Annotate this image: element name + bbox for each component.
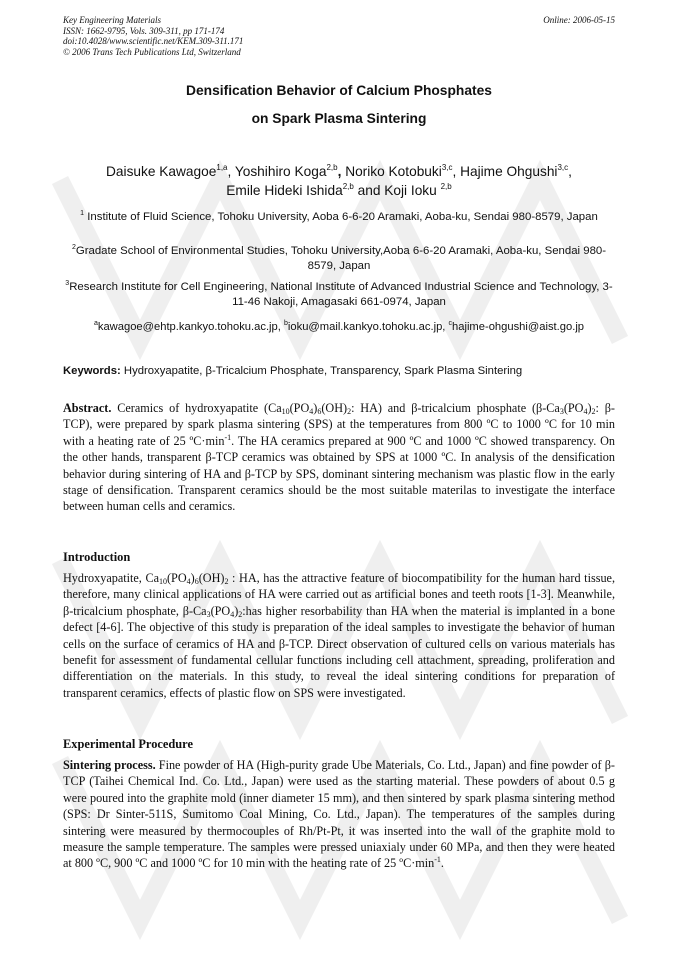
email-address: hajime-ohgushi@aist.go.jp: [452, 321, 585, 333]
experimental-text: Fine powder of HA (High-purity grade Ube Materials, Co. Ltd., Japan) and fine powder of β-TCP (Taihei Chemical Ind. Co. Ltd., Japan) were used as the starting material. These powders of about 0.5 g were poured into the graphite mold (inner diameter 15 mm), and then sintered by spark plasma sintering method (SPS: Dr Sinter-511S, Sumitomo Coal Mining, Co. Ltd., Japan). The temperatures of the samples during sintering were measured by thermocouples of Rh/Pt-Pt, it was inserted into the wall of the graphite mold to measure the sample temperature. The samples were pressed uniaxialy under 60 MPa, and then they were heated at 800 ºC, 900 ºC and 1000 ºC for 10 min with the heating rate of 25 $ºC\cdot\min^{-1}$.: [63, 758, 615, 871]
author-affiliation-mark: 3,c: [557, 163, 569, 172]
affiliation-text: Institute of Fluid Science, Tohoku University, Aoba 6-6-20 Aramaki, Aoba-ku, Sendai 980-8579, Japan: [87, 211, 598, 223]
keywords-text: Hydroxyapatite, β-Tricalcium Phosphate, Transparency, Spark Plasma Sintering: [123, 365, 523, 377]
online-date: Online: 2006-05-15: [543, 15, 615, 25]
introduction-text: Hydroxyapatite, $Ca_{10}(PO_4)_6(OH)_2$ : HA, has the attractive feature of biocompatibility for the human hard tissue, therefore, many clinical applications of HA were carried out as artificial bones and teeth roots [1-3]. Meanwhile, β-tricalcium phosphate, $\beta-Ca_3(PO_4)_2:has$ higher resorbability than HA when the material is implanted in a bone defect [4-6]. The objective of this study is preparation of the ideal samples to investigate the behavior of human cells on the surface of ceramics of HA and β-TCP. Direct observation of cultured cells on various materials has benefit for assessment of fundamental cellular functions including cell attachment, spreading, proliferation and differentiation on the materials. In this study, to reveal the ideal sintering conditions for preparation of transparent ceramics, effects of plastic flow on SPS were investigated.: [63, 571, 615, 700]
email-mark: a: [93, 320, 98, 327]
affiliation-mark: 2: [71, 244, 76, 251]
author-name: Yoshihiro Koga: [234, 164, 327, 179]
author-affiliation-mark: 3,c: [441, 163, 453, 172]
paper-title-line-2: on Spark Plasma Sintering: [251, 111, 427, 126]
author-name: Hajime Ohgushi: [460, 164, 558, 179]
affiliation: [60, 210, 618, 225]
journal-header: [63, 15, 243, 57]
journal-name: Key Engineering Materials: [63, 15, 161, 25]
experimental-section: [63, 757, 615, 872]
affiliation-mark: 1: [80, 210, 85, 217]
author-affiliation-mark: 2,b: [342, 182, 354, 191]
email-mark: b: [284, 320, 288, 327]
author-affiliation-mark: 2,b: [326, 163, 338, 172]
affiliation-text: Gradate School of Environmental Studies, Tohoku University,Aoba 6-6-20 Aramaki, Aoba-ku, Sendai 980-8579, Japan: [75, 245, 607, 272]
keywords-label: Keywords:: [63, 365, 121, 377]
section-heading-experimental: Experimental Procedure: [63, 737, 193, 751]
journal-doi: doi:10.4028/www.scientific.net/KEM.309-311.171: [63, 36, 244, 46]
email-list: $^a$kawagoe@ehtp.kankyo.tohoku.ac.jp, $^b$ioku@mail.kankyo.tohoku.ac.jp, $^c$hajime-ohgushi@aist.go.jp: [93, 320, 585, 333]
journal-copyright: © 2006 Trans Tech Publications Ltd, Switzerland: [63, 46, 241, 57]
author-name: Noriko Kotobuki: [345, 164, 442, 179]
author-list: Daisuke Kawagoe$^{1,a}$, Yoshihiro Koga$^{2,b}$, Noriko Kotobuki$^{3,c}$, Hajime Ohgushi$^{3,c}$, Emile Hideki Ishida$^{2,b}$ and Koji Ioku $^{2,b}$: [106, 163, 572, 198]
paper-title-line-1: Densification Behavior of Calcium Phosphates: [186, 83, 492, 98]
email-mark: c: [448, 320, 453, 327]
affiliation: [60, 280, 618, 310]
author-name: Daisuke Kawagoe: [106, 164, 217, 179]
keywords: [63, 364, 623, 378]
email-address: ioku@mail.kankyo.tohoku.ac.jp: [287, 321, 443, 333]
affiliation: [60, 244, 618, 274]
section-heading-introduction: Introduction: [63, 550, 131, 564]
journal-issn: ISSN: 1662-9795, Vols. 309-311, pp 171-174: [63, 25, 225, 36]
abstract: [63, 400, 615, 515]
author-name: Koji Ioku: [384, 183, 437, 198]
affiliation-text: Research Institute for Cell Engineering, National Institute of Advanced Industrial Science and Technology, 3-11-46 Nakoji, Amagasaki 661-0974, Japan: [69, 281, 613, 308]
author-affiliation-mark: 1,a: [216, 163, 228, 172]
abstract-text: Ceramics of hydroxyapatite ($Ca_{10}(PO_4)_6(OH)_2$: HA) and β-tricalcium phosphate ($\beta-Ca_3(PO_4)_2$: β-TCP), were prepared by spark plasma sintering (SPS) at the temperatures from 800 ºC to 1000 ºC for 10 min with a heating rate of 25 $ºC\cdot\min^{-1}$. The HA ceramics prepared at 900 ºC and 1000 ºC showed transparency. On the other hands, transparent β-TCP ceramics was obtained by SPS at 1000 ºC. In analysis of the densification behavior during sintering of HA and β-TCP by SPS, dominant sintering mechanism was plastic flow in the early stage of densification. Transparent ceramics should be the most suitable materilas to investigate the interface between human cells and ceramics.: [63, 401, 615, 514]
subsection-lead: Sintering process.: [63, 758, 156, 772]
affiliation-mark: 3: [65, 280, 70, 287]
author-name: Emile Hideki Ishida: [226, 183, 343, 198]
author-affiliation-mark: 2,b: [440, 182, 452, 191]
abstract-label: Abstract.: [63, 401, 112, 415]
email-address: kawagoe@ehtp.kankyo.tohoku.ac.jp: [97, 321, 278, 333]
